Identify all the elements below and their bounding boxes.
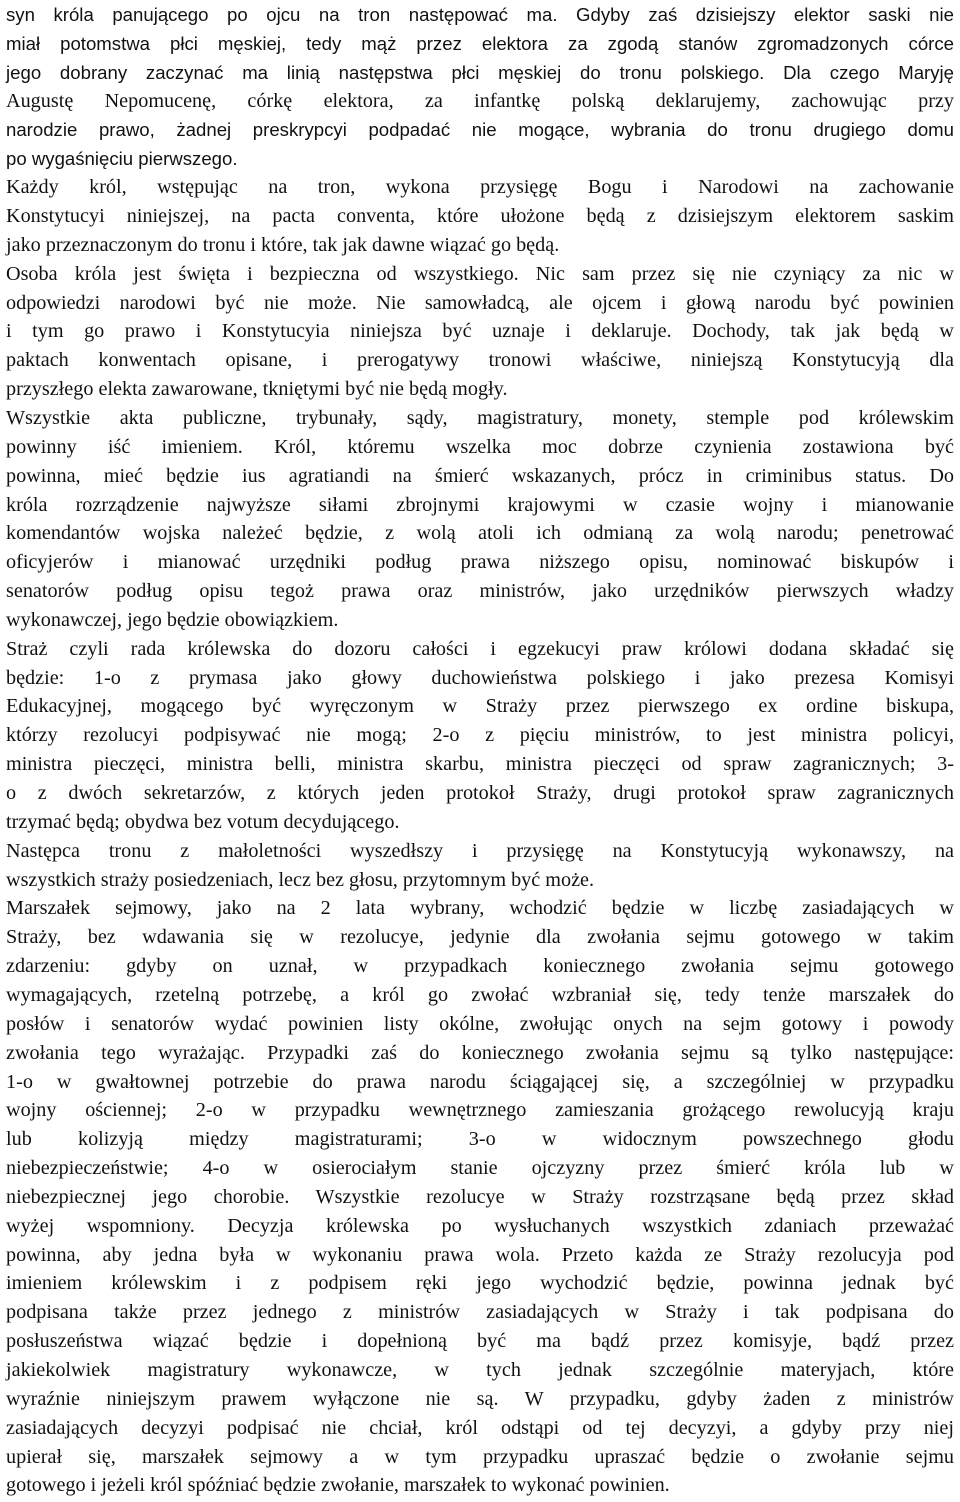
- text-segment: Konstytucyi niniejszej, na pacta conventa, które ułożone będą z dzisiejszym elektorem saskim: [6, 205, 954, 227]
- text-segment: Następca tronu z małoletności wyszedłszy i przysięgę na Konstytucyją wykonawszy, na: [6, 839, 954, 862]
- text-line: [6, 462, 954, 491]
- text-line: [6, 1385, 954, 1414]
- text-segment: wykonawczej, jego będzie obowiązkiem.: [6, 608, 339, 631]
- text-line: [6, 491, 954, 520]
- text-line: [6, 866, 954, 895]
- text-line: [6, 1212, 954, 1241]
- text-line: [6, 952, 954, 981]
- text-segment: zwołania tego wyrażając. Przypadki zaś do koniecznego zwołania sejmu są tylko następujące:: [6, 1041, 954, 1064]
- text-line: [6, 750, 954, 779]
- text-line: [6, 1241, 954, 1270]
- text-line: [6, 87, 954, 116]
- text-line: [6, 1298, 954, 1327]
- text-segment: i tym go prawo i Konstytucyia niniejsza być uznaje i deklaruje. Dochody, tak jak będą w: [6, 320, 954, 343]
- text-segment: ministra pieczęci, ministra belli, ministra skarbu, ministra pieczęci od spraw zagranicznych; 3-: [6, 753, 954, 776]
- text-segment: upierał się, marszałek sejmowy a w tym przypadku upraszać będzie o zwołanie sejmu: [6, 1445, 954, 1468]
- text-line: [6, 577, 954, 606]
- text-line: [6, 317, 954, 346]
- text-segment: wojny ościennej; 2-o w przypadku wewnętrznego zamieszania grożącego rewolucyją kraju: [6, 1099, 954, 1122]
- text-segment: Straży, bez wdawania się w rezolucye, jedynie dla zwołania sejmu gotowego w takim: [6, 926, 954, 949]
- text-segment: niebezpiecznej jego chorobie. Wszystkie rezolucye w Straży rozstrząsane będą przez skład: [6, 1185, 954, 1208]
- text-line: [6, 837, 954, 866]
- text-segment: Każdy król, wstępując na tron, wykona przysięgę Bogu i Narodowi na zachowanie: [6, 176, 954, 199]
- text-segment: wymagających, rzetelną potrzebę, a król go zwołać wzbraniał się, tedy tenże marszałek do: [6, 983, 954, 1006]
- text-line: [6, 29, 954, 58]
- text-segment: odpowiedzi narodowi być nie może. Nie samowładcą, ale ojcem i głową narodu być powinien: [6, 291, 954, 314]
- text-line: [6, 433, 954, 462]
- text-segment: zdarzeniu: gdyby on uznał, w przypadkach koniecznego zwołania sejmu gotowego: [6, 955, 954, 978]
- text-segment: zasiadających decyzyi podpisać nie chciał, król odstąpi od tej decyzyi, a gdyby przy niej: [6, 1416, 954, 1439]
- text-line: [6, 606, 954, 635]
- text-segment: niebezpieczeństwie; 4-o w osierociałym stanie ojczyzny przez śmierć króla lub w: [6, 1157, 954, 1179]
- text-segment: komendantów wojska należeć będzie, z wolą atoli ich odmianą za wolą narodu; penetrować: [6, 522, 954, 545]
- text-line: [6, 779, 954, 808]
- text-segment: Augustę Nepomucenę, córkę elektora, za infantkę polską deklarujemy, zachowując przy: [6, 89, 954, 112]
- text-line: [6, 519, 954, 548]
- text-segment: Osoba króla jest święta i bezpieczna od wszystkiego. Nic sam przez się nie czyniący za nic w: [6, 262, 954, 285]
- text-line: [6, 1327, 954, 1356]
- text-segment: trzymać będą; obydwa bez votum decydującego.: [6, 810, 400, 833]
- text-segment: podpisana także przez jednego z ministrów zasiadających w Straży i tak podpisana do: [6, 1301, 954, 1324]
- text-segment: oficyjerów i mianować urzędniki podług prawa niższego opisu, nominować biskupów i: [6, 551, 954, 574]
- text-line: [6, 1154, 954, 1183]
- text-segment: powinny iść imieniem. Król, któremu wszelka moc dobrze czynienia zostawiona być: [6, 435, 954, 458]
- text-line: [6, 404, 954, 433]
- text-line: [6, 1010, 954, 1039]
- text-segment: króla rozrządzenie najwyższe siłami zbrojnymi krajowymi w czasie wojny i mianowanie: [6, 493, 954, 516]
- text-line: [6, 173, 954, 202]
- text-line: [6, 721, 954, 750]
- text-segment: gotowego i jeżeli król spóźniać będzie zwołanie, marszałek to wykonać powinien.: [6, 1474, 670, 1497]
- text-line: [6, 981, 954, 1010]
- text-segment: jako przeznaczonym do tronu i które, tak jak dawne wiązać go będą.: [6, 233, 560, 256]
- text-line: [6, 1039, 954, 1068]
- text-segment: Straż czyli rada królewska do dozoru całości i egzekucyi praw królowi dodana składać się: [6, 637, 954, 660]
- text-line: [6, 202, 954, 231]
- text-segment: paktach konwentach opisane, i prerogatywy tronowi właściwe, niniejszą Konstytucyją dla: [6, 349, 954, 372]
- text-line: [6, 1125, 954, 1154]
- text-segment: jego dobrany zaczynać ma linią następstwa płci męskiej do tronu polskiego. Dla czego Maryję: [6, 61, 954, 83]
- text-line: [6, 375, 954, 404]
- text-segment: Wszystkie akta publiczne, trybunały, sądy, magistratury, monety, stemple pod królewskim: [6, 406, 954, 429]
- text-line: [6, 1414, 954, 1443]
- text-line: [6, 144, 954, 173]
- text-segment: o z dwóch sekretarzów, z których jeden protokoł Straży, drugi protokoł spraw zagranicznych: [6, 782, 954, 804]
- text-line: [6, 923, 954, 952]
- text-segment: miał potomstwa płci męskiej, tedy mąż przez elektora za zgodą stanów zgromadzonych córce: [6, 32, 954, 54]
- text-line: [6, 289, 954, 318]
- text-line: [6, 231, 954, 260]
- text-line: [6, 115, 954, 144]
- text-segment: posłów i senatorów wydać powinien listy okólne, zwołując onych na sejm gotowy i powody: [6, 1012, 954, 1035]
- text-segment: senatorów podług opisu tegoż prawa oraz ministrów, jako urzędników pierwszych władzy: [6, 580, 954, 602]
- text-line: [6, 1183, 954, 1212]
- text-line: [6, 808, 954, 837]
- text-line: [6, 1269, 954, 1298]
- text-line: [6, 1068, 954, 1097]
- text-segment: którzy rezolucyi podpisywać nie mogą; 2-o z pięciu ministrów, to jest ministra policyi,: [6, 724, 954, 747]
- text-segment: wyżej wspomniony. Decyzja królewska po wysłuchanych wszystkich zdaniach przeważać: [6, 1214, 954, 1237]
- text-segment: będzie: 1-o z prymasa jako głowy duchowieństwa polskiego i jako prezesa Komisyi: [6, 666, 954, 689]
- text-segment: powinna, aby jedna była w wykonaniu prawa wola. Przeto każda ze Straży rezolucyja pod: [6, 1243, 954, 1266]
- text-segment: 1-o w gwałtownej potrzebie do prawa narodu ściągającej się, a szczególniej w przypadku: [6, 1070, 954, 1093]
- text-segment: imieniem królewskim i z podpisem ręki jego wychodzić będzie, powinna jednak być: [6, 1272, 954, 1295]
- text-line: [6, 894, 954, 923]
- text-segment: posłuszeństwa wiązać będzie i dopełnioną być ma bądź przez komisyje, bądź przez: [6, 1330, 954, 1353]
- text-segment: Edukacyjnej, mogącego być wyręczonym w Straży przez pierwszego ex ordine biskupa,: [6, 695, 954, 718]
- text-segment: po wygaśnięciu pierwszego.: [6, 148, 238, 170]
- text-line: [6, 1443, 954, 1472]
- text-segment: jakiekolwiek magistratury wykonawcze, w tych jednak szczególnie materyjach, które: [6, 1359, 954, 1381]
- text-line: [6, 58, 954, 87]
- text-line: [6, 346, 954, 375]
- text-line: [6, 1471, 954, 1500]
- text-segment: Marszałek sejmowy, jako na 2 lata wybrany, wchodzić będzie w liczbę zasiadających w: [6, 897, 954, 920]
- text-line: [6, 548, 954, 577]
- text-line: [6, 635, 954, 664]
- text-segment: wszystkich straży posiedzeniach, lecz bez głosu, przytomnym być może.: [6, 868, 595, 891]
- text-segment: lub kolizyją między magistraturami; 3-o w widocznym powszechnego głodu: [6, 1128, 954, 1151]
- text-line: [6, 1096, 954, 1125]
- text-line: [6, 664, 954, 693]
- text-segment: wyraźnie niniejszym prawem wyłączone nie są. W przypadku, gdyby żaden z ministrów: [6, 1387, 954, 1410]
- text-line: [6, 0, 954, 29]
- text-segment: przyszłego elekta zawarowane, tkniętymi być nie będą mogły.: [6, 378, 508, 401]
- text-segment: narodzie prawo, żadnej preskrypcyi podpadać nie mogące, wybrania do tronu drugiego domu: [6, 119, 954, 141]
- text-line: [6, 692, 954, 721]
- text-line: [6, 260, 954, 289]
- text-line: [6, 1356, 954, 1385]
- text-segment: syn króla panującego po ojcu na tron następować ma. Gdyby zaś dzisiejszy elektor saski nie: [6, 4, 954, 25]
- text-segment: powinna, mieć będzie ius agratiandi na śmierć wskazanych, prócz in criminibus status. Do: [6, 464, 954, 487]
